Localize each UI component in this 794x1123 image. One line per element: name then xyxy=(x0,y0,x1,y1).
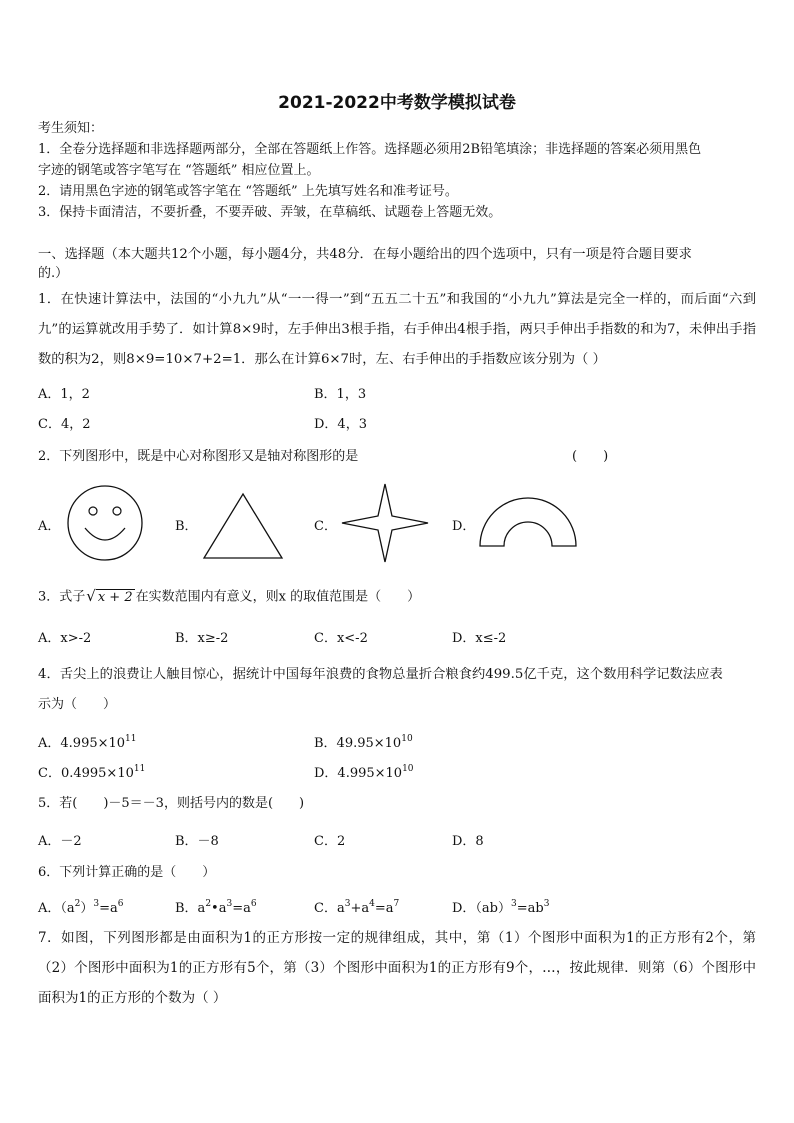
q6-option-d: D．$(ab)^3=ab^3$ xyxy=(452,899,550,916)
question-6-text: 6．下列计算正确的是（ ） xyxy=(38,865,216,880)
q1-option-c: C．4，2 xyxy=(38,417,91,432)
triangle-figure xyxy=(202,492,284,560)
q3-prefix: 3．式子 xyxy=(38,589,86,605)
q1-option-d: D．4，3 xyxy=(314,417,367,432)
q4-option-a: A．$4.995\times 10^{11}$ xyxy=(38,734,137,751)
q3-option-c: C．x<-2 xyxy=(314,631,368,646)
section-heading-cont: 的.） xyxy=(38,266,69,281)
question-1-text: 1．在快速计算法中，法国的“小九九”从“一一得一”到“五五二十五”和我国的“小九九”算法是完全一样的，而后面“六到九”的运算就改用手势了．如计算8×9时，左手伸出3根手指，右手伸出4根手指，两只手伸出手指数的和为7，未伸出手指数的积为2，则8×9=10×7+2=1．那么在计算6×7时，左、右手伸出的手指数应该分别为（ ） xyxy=(38,292,756,367)
q5-option-c: C．2 xyxy=(314,834,346,849)
notice-heading: 考生须知： xyxy=(38,121,104,136)
question-4-text: 4．舌尖上的浪费让人触目惊心，据统计中国每年浪费的食物总量折合粮食约499.5亿千克，这个数用科学记数法应表 xyxy=(38,667,723,682)
q3-option-b: B．x≥-2 xyxy=(175,631,229,646)
question-2-text: 2．下列图形中，既是中心对称图形又是轴对称图形的是 xyxy=(38,449,359,464)
q6-option-c: C．$a^3+a^4=a^7$ xyxy=(314,899,400,916)
four-point-star-figure xyxy=(340,482,430,564)
q2-label-d: D． xyxy=(452,519,476,534)
q6-option-a: A．$(a^2)^3=a^6$ xyxy=(38,899,124,916)
notice-item: 字迹的钢笔或答字笔写在 “答题纸” 相应位置上。 xyxy=(38,163,320,178)
notice-item: 2．请用黑色字迹的钢笔或答字笔在 “答题纸” 上先填写姓名和准考证号。 xyxy=(38,184,458,199)
notice-item: 1．全卷分选择题和非选择题两部分，全部在答题纸上作答。选择题必须用2B铅笔填涂；非选择题的答案必须用黑色 xyxy=(38,142,702,157)
q4-option-c: C．$0.4995\times 10^{11}$ xyxy=(38,764,146,781)
page-title: 2021-2022中考数学模拟试卷 xyxy=(278,93,516,113)
semi-ring-figure xyxy=(478,494,578,550)
q2-label-c: C． xyxy=(314,519,337,534)
question-5-text: 5．若( )－5＝－3，则括号内的数是( ) xyxy=(38,796,305,811)
radicand: x + 2 xyxy=(97,590,133,605)
q4-option-d: D．$4.995\times 10^{10}$ xyxy=(314,764,414,781)
notice-item: 3．保持卡面清洁，不要折叠，不要弄破、弄皱，在草稿纸、试题卷上答题无效。 xyxy=(38,205,502,220)
question-3-text xyxy=(38,588,420,606)
q2-label-b: B． xyxy=(175,519,198,534)
answer-paren: ( ) xyxy=(572,449,609,464)
q6-option-b: B．$a^2•a^3=a^6$ xyxy=(175,899,257,916)
q4-option-b: B．$49.95\times 10^{10}$ xyxy=(314,734,413,751)
q1-option-a: A．1，2 xyxy=(38,387,90,402)
q5-option-b: B．－8 xyxy=(175,834,219,849)
question-4-text-cont: 示为（ ） xyxy=(38,697,117,712)
q3-suffix: 在实数范围内有意义，则x 的取值范围是（ ） xyxy=(135,589,421,605)
q2-label-a: A． xyxy=(38,519,61,534)
q5-option-a: A．－2 xyxy=(38,834,82,849)
smiley-face-figure xyxy=(66,484,144,562)
question-7-text: 7．如图，下列图形都是由面积为1的正方形按一定的规律组成，其中，第（1）个图形中面积为1的正方形有2个，第（2）个图形中面积为1的正方形有5个，第（3）个图形中面积为1的正方形有9个，…，按此规律．则第（6）个图形中面积为1的正方形的个数为（ ） xyxy=(38,930,756,1006)
q1-option-b: B．1，3 xyxy=(314,387,367,402)
q5-option-d: D．8 xyxy=(452,834,484,849)
q3-option-d: D．x≤-2 xyxy=(452,631,507,646)
section-heading: 一、选择题（本大题共12个小题，每小题4分，共48分．在每小题给出的四个选项中，只有一项是符合题目要求 xyxy=(38,247,692,262)
q3-option-a: A．x>-2 xyxy=(38,631,92,646)
sqrt-expression: √ x + 2 xyxy=(86,587,133,605)
